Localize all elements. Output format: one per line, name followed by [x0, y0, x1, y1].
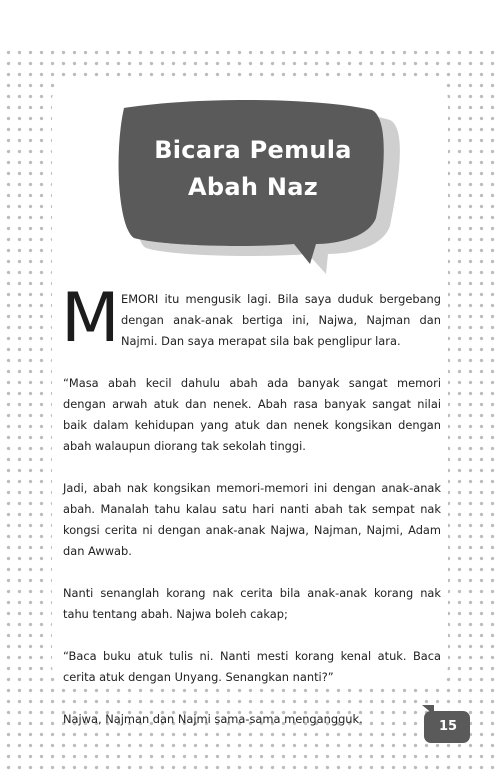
paragraph-4: Nanti senanglah korang nak cerita bila anak-anak korang nak tahu tentang abah. Najwa boleh cakap;	[63, 586, 441, 621]
article-body	[61, 279, 441, 751]
chapter-title	[118, 132, 388, 206]
paragraph-1	[61, 279, 441, 358]
page-number: 15	[438, 719, 458, 734]
chapter-title-line2: Abah Naz	[187, 173, 319, 201]
drop-cap: M	[61, 279, 120, 358]
chapter-title-line1: Bicara Pemula	[154, 136, 352, 164]
paragraph-6: Najwa, Najman dan Najmi sama-sama mengangguk.	[63, 712, 363, 726]
top-margin	[0, 0, 500, 48]
paragraph-2: “Masa abah kecil dahulu abah ada banyak sangat memori dengan arwah atuk dan nenek. Abah rasa banyak sangat nilai baik dalam kehidupan yang atuk dan nenek kongsikan dengan abah walaupun diorang tak sekolah tinggi.	[63, 376, 441, 453]
paragraph-3: Jadi, abah nak kongsikan memori-memori ini dengan anak-anak abah. Manalah tahu kalau satu hari nanti abah tak sempat nak kongsi cerita ni dengan anak-anak Najwa, Najman, Najmi, Adam dan Awwab.	[63, 481, 441, 558]
paragraph-1-text: EMORI itu mengusik lagi. Bila saya duduk bergebang dengan anak-anak bertiga ini, Najwa, Najman dan Najmi. Dan saya merapat sila bak penglipur lara.	[121, 292, 441, 348]
paragraph-5: “Baca buku atuk tulis ni. Nanti mesti korang kenal atuk. Baca cerita atuk dengan Unyang. Senangkan nanti?”	[63, 649, 441, 684]
